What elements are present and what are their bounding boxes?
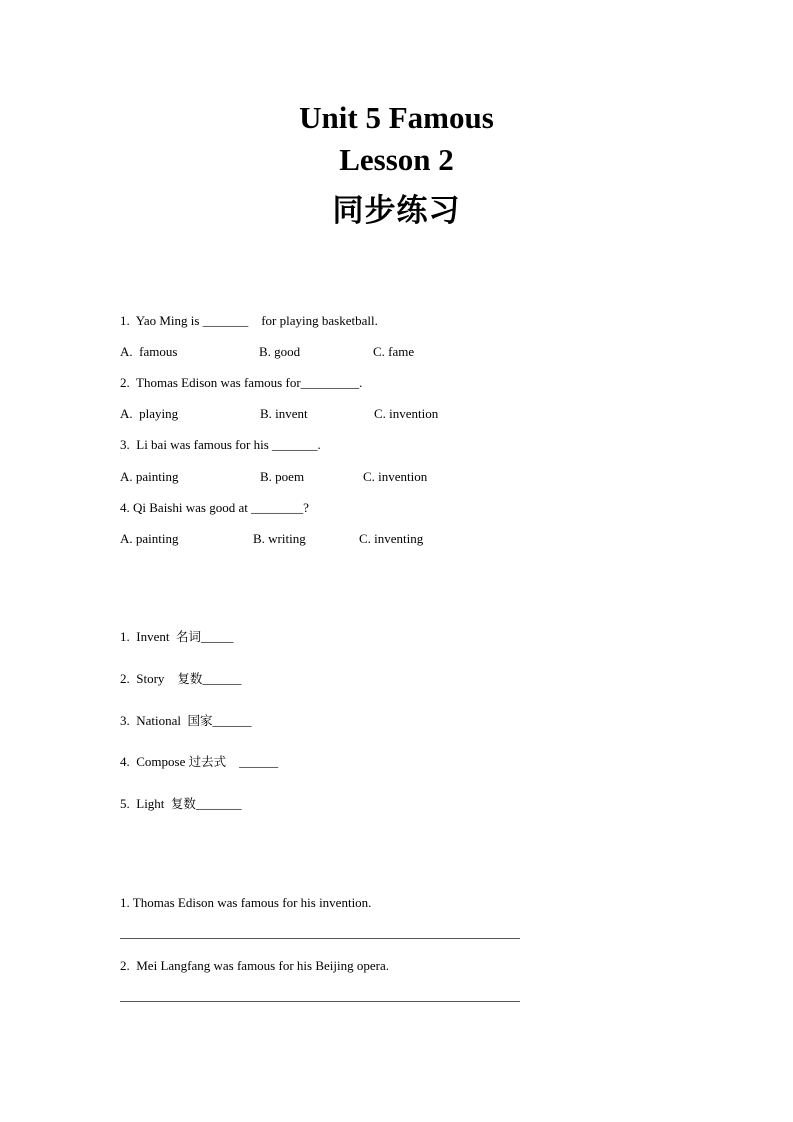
word-form-item <box>120 754 278 770</box>
question-3-option-c: C. invention <box>363 469 428 484</box>
answer-line-1 <box>120 938 520 939</box>
word-form-hint: 复数 <box>170 796 196 811</box>
question-2-stem: 2. Thomas Edison was famous for_________. <box>120 375 363 390</box>
word-form-blank: _____ <box>200 629 234 644</box>
word-form-hint: 名词 <box>175 629 201 644</box>
word-form-hint: 国家 <box>187 713 213 728</box>
question-4-option-c: C. inventing <box>359 531 424 546</box>
word-form-blank: ______ <box>226 754 279 769</box>
lesson-title: Lesson 2 <box>339 142 454 177</box>
question-3-stem: 3. Li bai was famous for his _______. <box>120 437 321 452</box>
word-form-hint: 复数 <box>177 671 203 686</box>
word-form-item <box>120 629 233 645</box>
sentence-2: 2. Mei Langfang was famous for his Beijing opera. <box>120 958 389 973</box>
question-2-option-c: C. invention <box>374 406 439 421</box>
word-form-word: 2. Story <box>120 671 178 686</box>
question-1-option-a: A. famous <box>120 344 178 359</box>
question-3-option-b: B. poem <box>260 469 305 484</box>
word-form-blank: ______ <box>202 671 242 686</box>
question-4-stem: 4. Qi Baishi was good at ________? <box>120 500 309 515</box>
answer-line-2 <box>120 1001 520 1002</box>
exercise-subtitle: 同步练习 <box>332 193 461 229</box>
question-1-stem: 1. Yao Ming is _______ for playing basketball. <box>120 313 378 328</box>
word-form-blank: _______ <box>195 796 242 811</box>
word-form-item <box>120 671 241 687</box>
word-form-hint: 过去式 <box>188 754 227 769</box>
question-2-option-b: B. invent <box>260 406 308 421</box>
word-form-item <box>120 713 252 729</box>
word-form-item <box>120 796 241 812</box>
word-form-blank: ______ <box>212 713 252 728</box>
word-form-word: 3. National <box>120 713 188 728</box>
question-4-option-a: A. painting <box>120 531 179 546</box>
page-title: Unit 5 Famous <box>299 100 494 135</box>
question-1-option-b: B. good <box>259 344 301 359</box>
question-4-option-b: B. writing <box>253 531 306 546</box>
question-3-option-a: A. painting <box>120 469 179 484</box>
word-form-word: 4. Compose <box>120 754 189 769</box>
question-2-option-a: A. playing <box>120 406 179 421</box>
word-form-word: 5. Light <box>120 796 171 811</box>
question-1-option-c: C. fame <box>373 344 415 359</box>
sentence-1: 1. Thomas Edison was famous for his invention. <box>120 895 372 910</box>
word-form-word: 1. Invent <box>120 629 176 644</box>
